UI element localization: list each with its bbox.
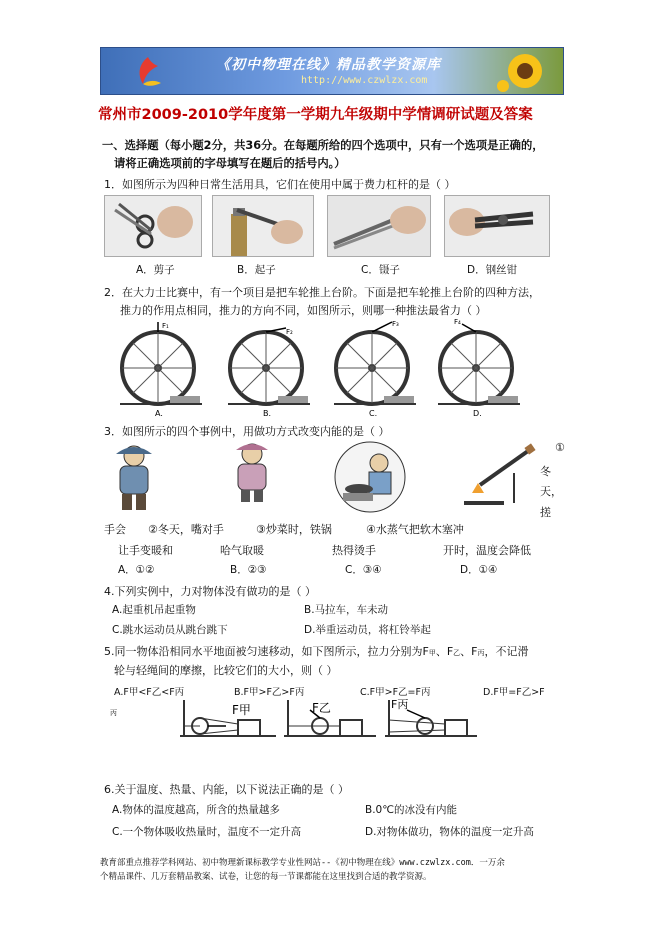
wheel-b bbox=[228, 328, 310, 418]
q6-option-d[interactable]: D.对物体做功，物体的温度一定升高 bbox=[365, 826, 534, 838]
q5-sub-yi: 乙 bbox=[453, 649, 461, 657]
pulley-diagram-yi bbox=[284, 696, 380, 744]
q6-option-b[interactable]: B.0℃的冰没有内能 bbox=[365, 804, 458, 816]
q3-option-c[interactable]: C．③④ bbox=[345, 564, 382, 576]
rubbing-hands-illustration bbox=[104, 442, 164, 512]
pulley-diagram-jia bbox=[180, 696, 280, 744]
section-heading-line2: 请将正确选项前的字母填写在题后的括号内。） bbox=[114, 157, 346, 170]
q3-line2-a: 让手变暖和 bbox=[118, 544, 173, 557]
q1-option-a[interactable]: A．剪子 bbox=[136, 264, 175, 276]
q3-item-1-text-3: 搓 bbox=[540, 506, 551, 519]
q4-option-a[interactable]: A.起重机吊起重物 bbox=[112, 604, 196, 616]
scissors-icon bbox=[105, 196, 201, 256]
q1-option-d[interactable]: D．钢丝钳 bbox=[467, 264, 518, 276]
q3-line2-d: 开时，温度会降低 bbox=[443, 544, 531, 557]
footer-line1: 教育部重点推荐学科网站、初中物理新课标教学专业性网站--《初中物理在线》www.czwlzx.com．一万余 bbox=[100, 858, 505, 868]
question-3-stem: 3．如图所示的四个事例中，用做功方式改变内能的是（ ） bbox=[104, 425, 390, 438]
document-title: 常州市2009-2010学年度第一学期九年级期中学情调研试题及答案 bbox=[98, 107, 533, 123]
wheel-d bbox=[438, 318, 520, 418]
q3-line1-a: 手会 bbox=[104, 523, 126, 536]
pulley-diagram-bing bbox=[385, 696, 481, 744]
banner-url[interactable]: http://www.czwlzx.com bbox=[301, 75, 428, 86]
cooking-wok-illustration bbox=[333, 441, 407, 513]
q3-item-1-marker: ① bbox=[555, 441, 565, 454]
banner-title: 《初中物理在线》精品教学资源库 bbox=[216, 57, 441, 73]
wheel-a bbox=[120, 322, 202, 418]
question-6-stem: 6.关于温度、热量、内能，以下说法正确的是（ ） bbox=[104, 783, 349, 796]
force-label-f1: F₁ bbox=[162, 322, 169, 330]
q3-line2-c: 热得烫手 bbox=[332, 544, 376, 557]
tweezers-photo bbox=[327, 195, 431, 257]
q4-option-d[interactable]: D.举重运动员，将杠铃举起 bbox=[304, 624, 431, 636]
bottle-opener-icon bbox=[213, 196, 313, 256]
q6-option-a[interactable]: A.物体的温度越高，所含的热量越多 bbox=[112, 804, 280, 816]
scissors-photo bbox=[104, 195, 202, 257]
tweezers-icon bbox=[328, 196, 430, 256]
q1-option-c[interactable]: C．镊子 bbox=[361, 264, 400, 276]
q3-line1-c: ③炒菜时，铁锅 bbox=[256, 523, 332, 536]
q5-option-d-tail: 丙 bbox=[110, 709, 117, 717]
force-label-f4: F₄ bbox=[454, 318, 461, 326]
q5-sub-bing: 丙 bbox=[477, 649, 485, 657]
pulley-label-yi: F乙 bbox=[312, 701, 331, 715]
q5-option-b[interactable]: B.F甲>F乙>F丙 bbox=[234, 687, 305, 698]
q3-option-a[interactable]: A．①② bbox=[118, 564, 155, 576]
force-label-f2: F₂ bbox=[286, 328, 293, 336]
force-label-f3: F₃ bbox=[392, 320, 399, 328]
wheel-label-b: B. bbox=[263, 409, 272, 418]
question-5-stem-line2: 轮与轻绳间的摩擦，比较它们的大小，则（ ） bbox=[114, 664, 338, 677]
q3-option-d[interactable]: D．①④ bbox=[460, 564, 498, 576]
q6-option-c[interactable]: C.一个物体吸收热量时，温度不一定升高 bbox=[112, 826, 302, 838]
pliers-photo bbox=[444, 195, 550, 257]
wheel-c bbox=[334, 320, 416, 418]
q4-option-b[interactable]: B.马拉车，车未动 bbox=[304, 604, 389, 616]
wheel-label-c: C. bbox=[369, 409, 378, 418]
q5-stem-end: ，不记滑 bbox=[484, 645, 529, 658]
q3-line2-b: 哈气取暖 bbox=[220, 544, 264, 557]
pulley-label-jia: F甲 bbox=[232, 703, 251, 717]
q3-line1-b: ②冬天，嘴对手 bbox=[148, 523, 224, 536]
q3-item-1-text-2: 天， bbox=[540, 485, 562, 498]
pliers-icon bbox=[445, 196, 549, 256]
q3-option-b[interactable]: B．②③ bbox=[230, 564, 267, 576]
q5-stem-text: 5.同一物体沿相同水平地面被匀速移动，如下图所示，拉力分别为F bbox=[104, 645, 429, 658]
q5-sub-jia: 甲 bbox=[428, 649, 436, 657]
wheel-label-a: A. bbox=[155, 409, 163, 418]
section-heading-line1: 一、选择题（每小题2分，共36分。在每题所给的四个选项中，只有一个选项是正确的， bbox=[102, 139, 544, 152]
wheel-diagram bbox=[120, 318, 550, 418]
q5-option-a[interactable]: A.F甲<F乙<F丙 bbox=[114, 687, 185, 698]
pulley-label-bing: F丙 bbox=[391, 698, 409, 711]
header-banner bbox=[100, 47, 564, 95]
question-2-stem-line1: 2．在大力士比赛中，有一个项目是把车轮推上台阶。下面是把车轮推上台阶的四种方法， bbox=[104, 286, 540, 299]
q5-option-c[interactable]: C.F甲>F乙=F丙 bbox=[360, 687, 431, 698]
wheel-label-d: D. bbox=[473, 409, 482, 418]
footer-line2: 个精品课件、几万套精品教案、试卷，让您的每一节课都能在这里找到合适的教学资源。 bbox=[100, 872, 432, 882]
steam-cork-illustration bbox=[454, 443, 544, 513]
sunflower-icon bbox=[495, 50, 555, 92]
q4-option-c[interactable]: C.跳水运动员从跳台跳下 bbox=[112, 624, 228, 636]
site-logo-icon bbox=[131, 54, 165, 88]
question-2-stem-line2: 推力的作用点相同，推力的方向不同，如图所示，则哪一种推法最省力（ ） bbox=[120, 304, 487, 317]
question-5-stem-line1: 5.同一物体沿相同水平地面被匀速移动，如下图所示，拉力分别为F甲、F乙、F丙，不记滑 bbox=[104, 645, 529, 658]
q3-line1-d: ④水蒸气把软木塞冲 bbox=[366, 523, 464, 536]
bottle-opener-photo bbox=[212, 195, 314, 257]
blowing-hands-illustration bbox=[222, 440, 282, 502]
q1-option-b[interactable]: B．起子 bbox=[237, 264, 276, 276]
question-1-stem: 1．如图所示为四种日常生活用具，它们在使用中属于费力杠杆的是（ ） bbox=[104, 178, 456, 191]
q3-item-1-text-1: 冬 bbox=[540, 465, 551, 478]
page-footer bbox=[100, 856, 560, 884]
question-4-stem: 4.下列实例中，力对物体没有做功的是（ ） bbox=[104, 585, 316, 598]
q5-option-d[interactable]: D.F甲=F乙>F bbox=[483, 687, 545, 698]
